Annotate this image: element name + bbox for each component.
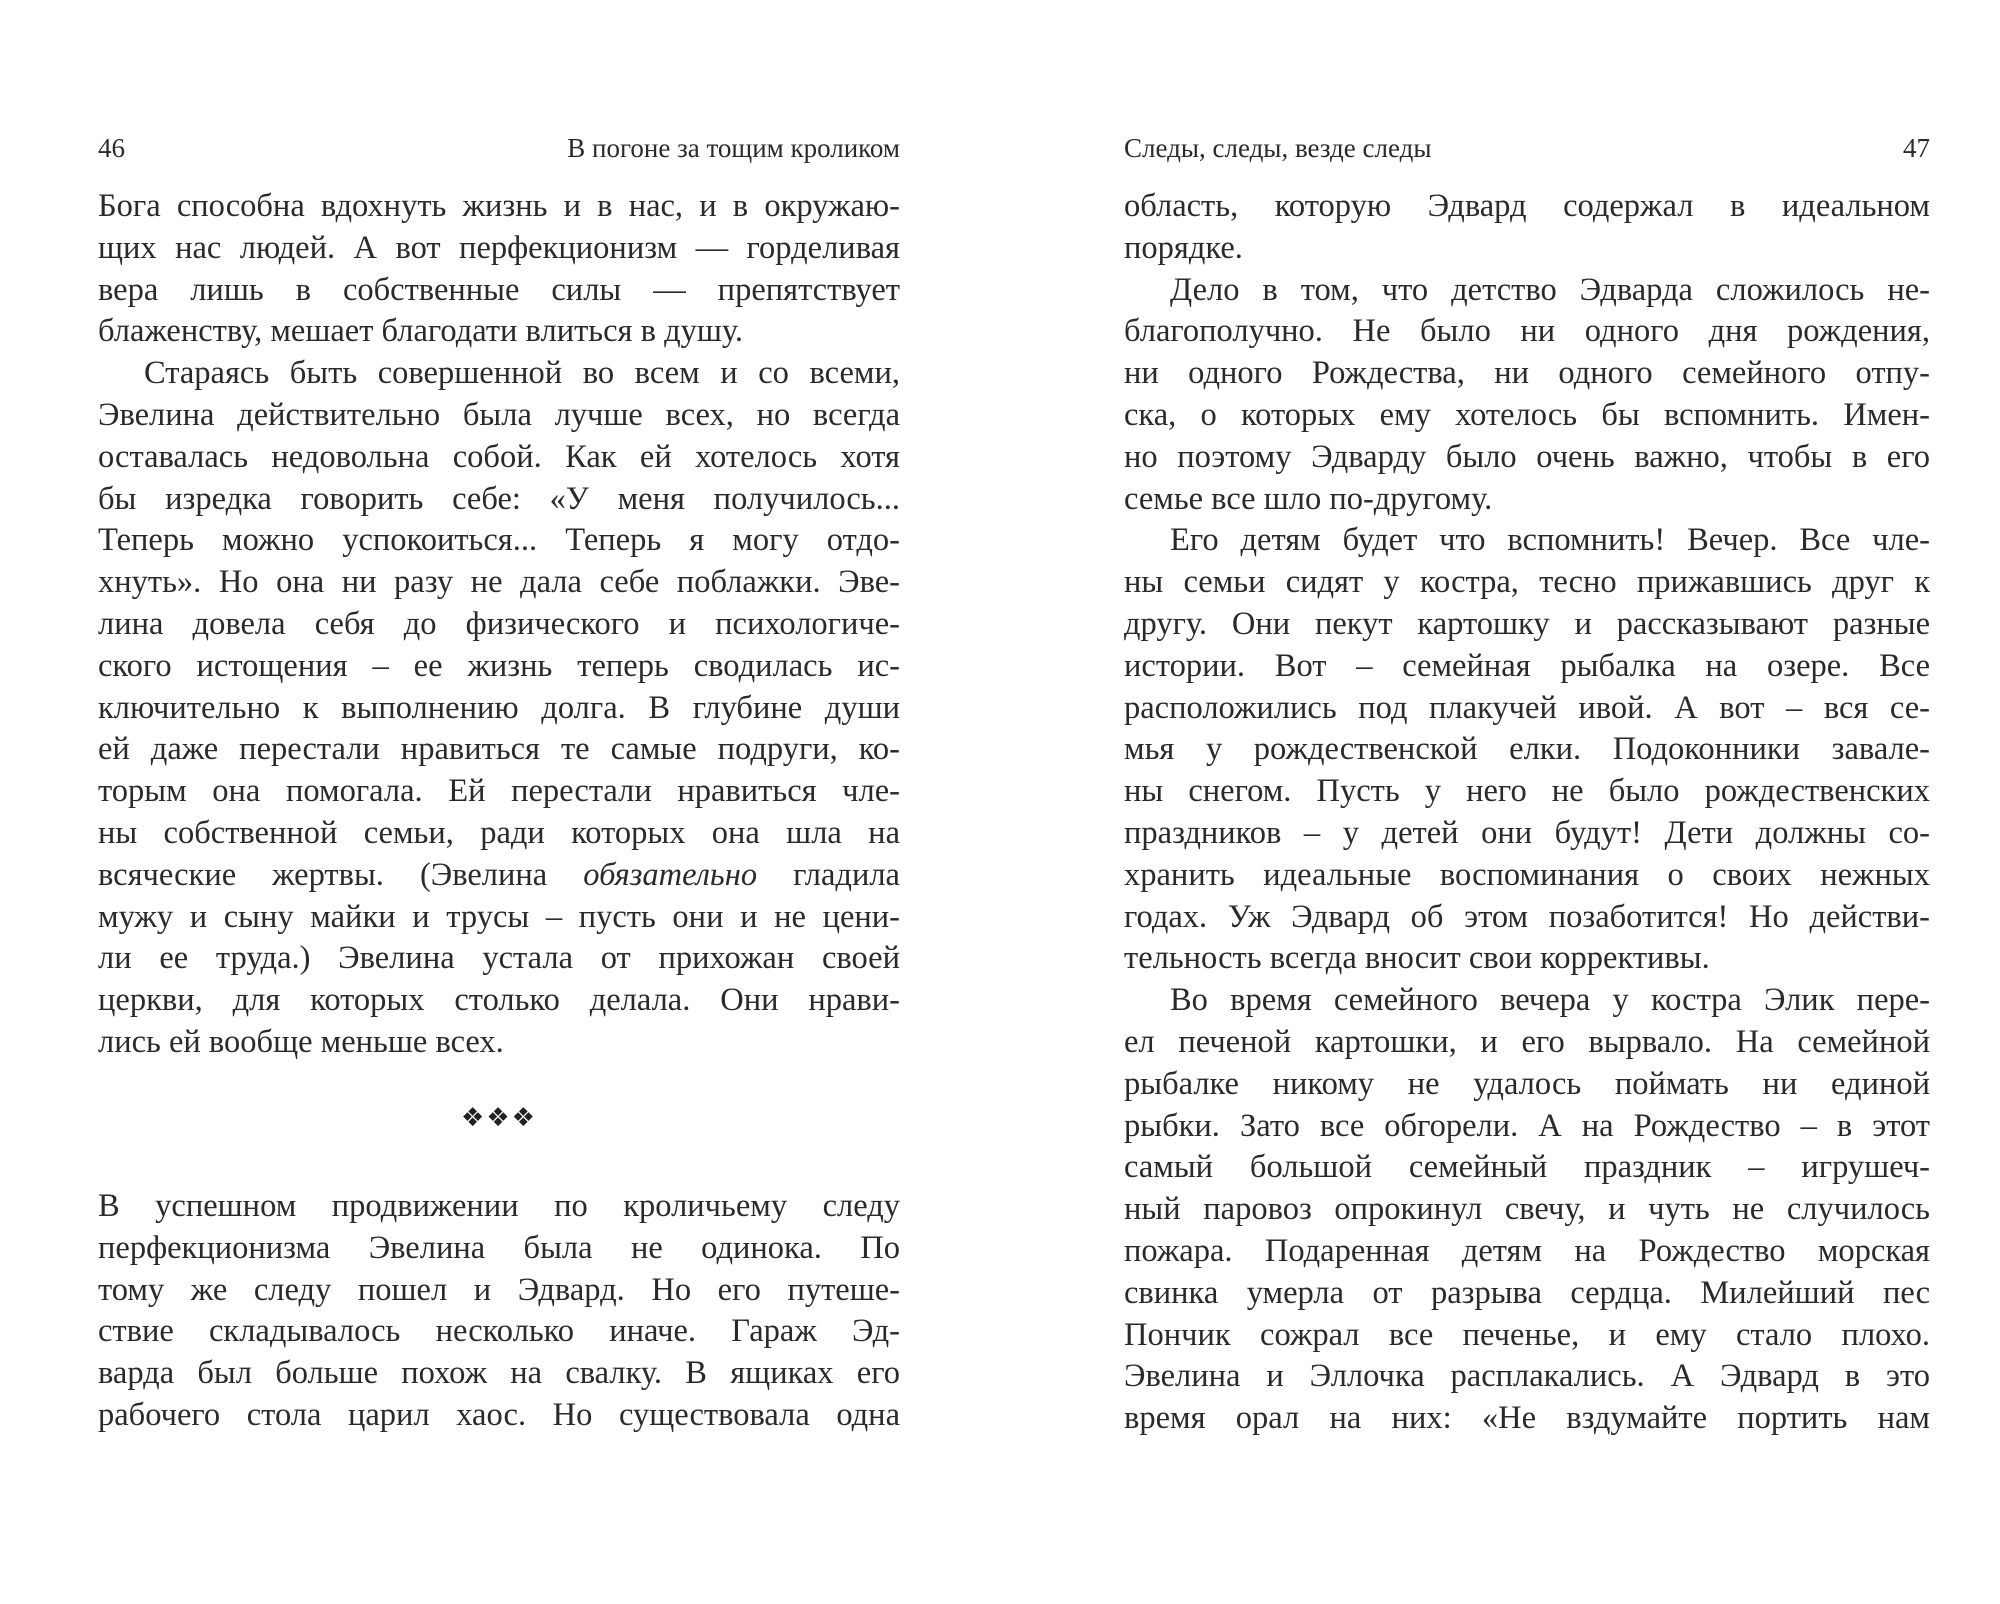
right-page-number: 47 (1903, 133, 1930, 163)
text-line: истории. Вот – семейная рыбалка на озере. Все (1124, 647, 1930, 684)
emphasis-word: обязательно (583, 856, 758, 893)
text-line: ствие складывалось несколько иначе. Гараж Эд- (98, 1313, 900, 1350)
text-line: время орал на них: «Не вздумайте портить нам (1124, 1400, 1930, 1437)
text-line: торым она помогала. Ей перестали нравиться чле- (98, 773, 900, 810)
text-line: порядке. (1124, 229, 1243, 266)
text-line: церкви, для которых столько делала. Они нрави- (98, 982, 900, 1019)
left-text-block-1 (98, 186, 900, 1064)
text-line: Бога способна вдохнуть жизнь и в нас, и в окружаю- (98, 188, 900, 224)
text-line: рыбки. Зато все обгорели. А на Рождество – в этот (1124, 1107, 1930, 1144)
text-line: пожара. Подаренная детям на Рождество морская (1124, 1232, 1930, 1269)
text-line: щих нас людей. А вот перфекционизм — горделивая (98, 229, 900, 266)
text-line: Теперь можно успокоиться... Теперь я могу отдо- (98, 522, 900, 559)
text-line: хранить идеальные воспоминания о своих нежных (1124, 856, 1930, 893)
text-line: Его детям будет что вспомнить! Вечер. Все чле- (1170, 522, 1930, 559)
left-page-number: 46 (98, 133, 125, 163)
left-running-title: В погоне за тощим кроликом (567, 133, 900, 163)
text-line: ел печеной картошки, и его вырвало. На семейной (1124, 1023, 1930, 1060)
text-line: ска, о которых ему хотелось бы вспомнить. Имен- (1124, 396, 1930, 433)
text-line: варда был больше похож на свалку. В ящиках его (98, 1355, 900, 1392)
text-line: но поэтому Эдварду было очень важно, чтобы в его (1124, 438, 1930, 475)
text-line: ны снегом. Пусть у него не было рождественских (1124, 773, 1930, 810)
text-line: оставалась недовольна собой. Как ей хотелось хотя (98, 438, 900, 475)
text-line: вера лишь в собственные силы — препятствует (98, 271, 900, 308)
text-line: ключительно к выполнению долга. В глубине души (98, 689, 900, 726)
text-line: Дело в том, что детство Эдварда сложилось не- (1170, 271, 1930, 308)
text-line: В успешном продвижении по кроличьему следу (98, 1188, 900, 1224)
right-text-block-1 (1124, 186, 1930, 1440)
text-line: хнуть». Но она ни разу не дала себе поблажки. Эве- (98, 564, 900, 601)
left-text-block-2 (98, 1186, 900, 1437)
text-line: Во время семейного вечера у костра Элик пере- (1170, 982, 1930, 1019)
text-line: лись ей вообще меньше всех. (98, 1023, 504, 1060)
text-line: ского истощения – ее жизнь теперь сводилась ис- (98, 647, 900, 684)
section-break-ornament: ❖❖❖ (461, 1103, 537, 1133)
text-line: Эвелина действительно была лучше всех, но всегда (98, 396, 900, 433)
text-line: Стараясь быть совершенной во всем и со всеми, (144, 355, 900, 392)
text-line: всяческие жертвы. (Эвелина обязательно гладила (98, 856, 900, 893)
text-line: перфекционизма Эвелина была не одинока. По (98, 1229, 900, 1266)
left-running-head (98, 128, 900, 168)
left-page (98, 0, 900, 1604)
text-line: самый большой семейный праздник – игрушеч- (1124, 1149, 1930, 1186)
text-line: блаженству, мешает благодати влиться в душу. (98, 313, 744, 350)
text-line: ны собственной семьи, ради которых она шла на (98, 814, 900, 851)
text-line: годах. Уж Эдвард об этом позаботится! Но действи- (1124, 898, 1930, 935)
text-line: Пончик сожрал все печенье, и ему стало плохо. (1124, 1316, 1930, 1353)
text-line: ли ее труда.) Эвелина устала от прихожан своей (98, 940, 900, 977)
text-line: тельность всегда вносит свои коррективы. (1124, 940, 1710, 977)
text-line: ный паровоз опрокинул свечу, и чуть не случилось (1124, 1191, 1930, 1228)
text-line: область, которую Эдвард содержал в идеальном (1124, 188, 1930, 224)
text-line: ни одного Рождества, ни одного семейного отпу- (1124, 355, 1930, 392)
text-line: благополучно. Не было ни одного дня рождения, (1124, 313, 1930, 350)
text-line: рыбалке никому не удалось поймать ни единой (1124, 1065, 1930, 1102)
text-line: семье все шло по-другому. (1124, 480, 1493, 517)
text-line: праздников – у детей они будут! Дети должны со- (1124, 814, 1930, 851)
text-line: ны семьи сидят у костра, тесно прижавшись друг к (1124, 564, 1930, 601)
text-line: тому же следу пошел и Эдвард. Но его путеше- (98, 1271, 900, 1308)
text-line: свинка умерла от разрыва сердца. Милейший пес (1124, 1274, 1930, 1311)
text-line: бы изредка говорить себе: «У меня получилось... (98, 480, 900, 517)
text-line: рабочего стола царил хаос. Но существовала одна (98, 1396, 900, 1433)
right-running-head (1124, 128, 1930, 168)
text-line: лина довела себя до физического и психологиче- (98, 605, 900, 642)
text-line: мужу и сыну майки и трусы – пусть они и не цени- (98, 898, 900, 935)
text-line: расположились под плакучей ивой. А вот – вся се- (1124, 689, 1930, 726)
text-line: Эвелина и Эллочка расплакались. А Эдвард в это (1124, 1358, 1930, 1395)
text-line: ей даже перестали нравиться те самые подруги, ко- (98, 731, 900, 768)
right-page (1124, 0, 1930, 1604)
text-line: другу. Они пекут картошку и рассказывают разные (1124, 605, 1930, 642)
text-line: мья у рождественской елки. Подоконники завале- (1124, 731, 1930, 768)
right-running-title: Следы, следы, везде следы (1124, 133, 1432, 163)
